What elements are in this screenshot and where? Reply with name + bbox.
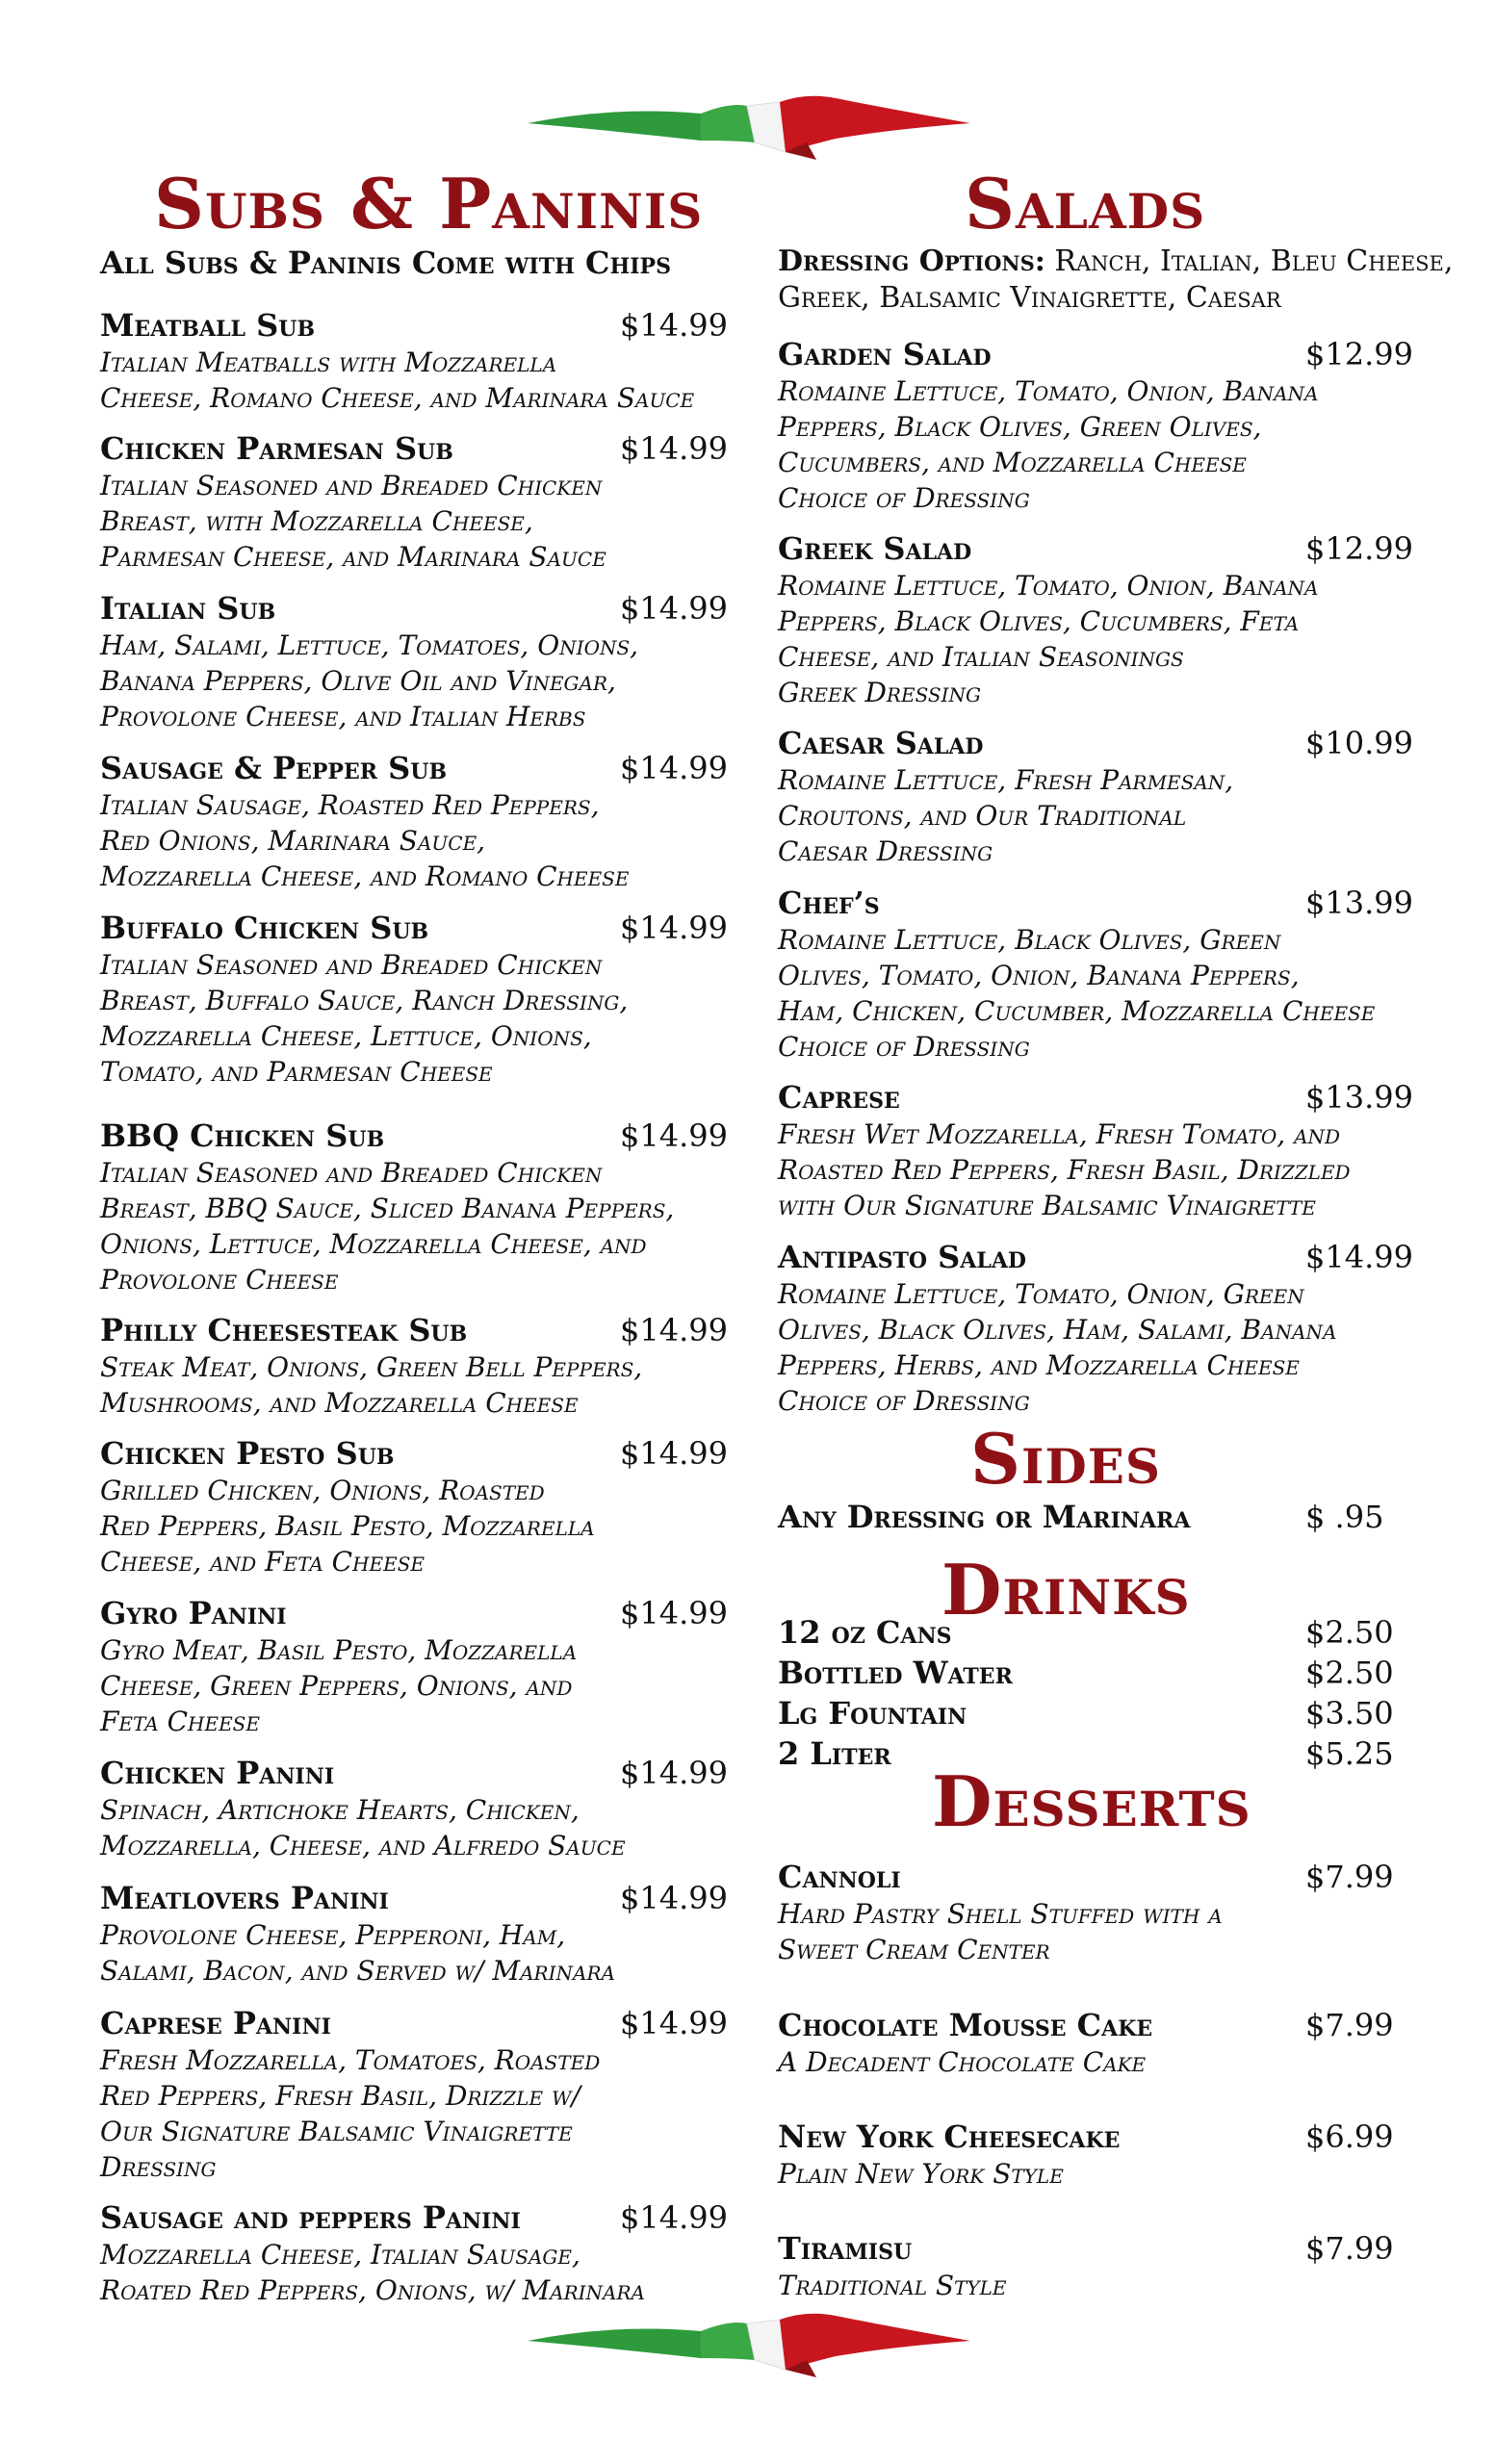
menu-item-name: Meatlovers Panini xyxy=(100,1880,389,1916)
menu-item-name: BBQ Chicken Sub xyxy=(100,1117,385,1154)
description-line: Plain New York Style xyxy=(778,2158,1064,2190)
menu-item-name: Gyro Panini xyxy=(100,1595,287,1631)
menu-item-price: $14.99 xyxy=(1305,1239,1413,1275)
description-line: Dressing xyxy=(100,2151,217,2183)
menu-item-name: Caprese Panini xyxy=(100,2005,331,2041)
menu-item-description xyxy=(100,1349,716,1421)
description-line: Feta Cheese xyxy=(100,1706,260,1737)
menu-item-price: $14.99 xyxy=(620,1880,728,1916)
description-line: Hard Pastry Shell Stuffed with a xyxy=(778,1898,1223,1930)
menu-item xyxy=(778,1694,1413,1732)
description-line: Olives, Tomato, Onion, Banana Peppers, xyxy=(778,960,1300,991)
section-title-salads: Salads xyxy=(965,163,1206,244)
dressing-options-line2: Greek, Balsamic Vinaigrette, Caesar xyxy=(778,281,1281,315)
description-line: Romaine Lettuce, Fresh Parmesan, xyxy=(778,764,1234,796)
description-line: Italian Seasoned and Breaded Chicken xyxy=(100,470,603,501)
menu-item-description xyxy=(778,1896,1413,1967)
menu-item-price: $14.99 xyxy=(620,750,728,786)
menu-item-price: $6.99 xyxy=(1305,2118,1394,2155)
menu-item-price: $14.99 xyxy=(620,1755,728,1791)
description-line: Cucumbers, and Mozzarella Cheese xyxy=(778,447,1247,478)
menu-item-price: $13.99 xyxy=(1305,885,1413,921)
menu-item-name: Meatball Sub xyxy=(100,307,316,344)
menu-item-name: Greek Salad xyxy=(778,530,972,567)
description-line: Mozzarella, Cheese, and Alfredo Sauce xyxy=(100,1830,626,1861)
menu-item-description xyxy=(778,922,1413,1065)
menu-item xyxy=(100,1116,728,1297)
description-line: Peppers, Herbs, and Mozzarella Cheese xyxy=(778,1349,1300,1381)
description-line: Cheese, Romano Cheese, and Marinara Sauce xyxy=(100,382,695,414)
description-line: Ham, Chicken, Cucumber, Mozzarella Cheese xyxy=(778,995,1376,1027)
menu-item-name: Chef’s xyxy=(778,885,880,921)
description-line: Choice of Dressing xyxy=(778,1031,1030,1063)
section-title-drinks: Drinks xyxy=(941,1549,1191,1630)
menu-item-description xyxy=(100,1917,716,1989)
menu-item xyxy=(778,2118,1413,2192)
description-line: Mozzarella Cheese, Lettuce, Onions, xyxy=(100,1020,592,1052)
description-line: Tomato, and Parmesan Cheese xyxy=(100,1056,493,1088)
description-line: Breast, BBQ Sauce, Sliced Banana Peppers, xyxy=(100,1193,675,1224)
description-line: Provolone Cheese, Pepperoni, Ham, xyxy=(100,1919,566,1951)
menu-item xyxy=(100,2004,728,2185)
menu-item xyxy=(100,1879,728,1989)
description-line: Cheese, Green Peppers, Onions, and xyxy=(100,1670,573,1702)
description-line: Provolone Cheese, and Italian Herbs xyxy=(100,701,586,732)
menu-item-price: $14.99 xyxy=(620,1435,728,1472)
menu-item-price: $14.99 xyxy=(620,2199,728,2236)
dressing-options-label: Dressing Options: xyxy=(778,244,1045,278)
description-line: Breast, Buffalo Sauce, Ranch Dressing, xyxy=(100,985,629,1016)
menu-item-name: Caesar Salad xyxy=(778,725,984,761)
menu-item-price: $14.99 xyxy=(620,590,728,627)
menu-item-price: $2.50 xyxy=(1305,1655,1394,1691)
description-line: Grilled Chicken, Onions, Roasted xyxy=(100,1475,545,1506)
menu-item xyxy=(778,335,1413,516)
menu-item xyxy=(100,1594,728,1739)
menu-item-description xyxy=(100,1473,716,1579)
description-line: Roasted Red Peppers, Fresh Basil, Drizzled xyxy=(778,1154,1351,1186)
menu-item-price: $5.25 xyxy=(1305,1735,1394,1772)
menu-item xyxy=(778,1613,1413,1652)
description-line: Mozzarella Cheese, Italian Sausage, xyxy=(100,2239,580,2271)
menu-item xyxy=(778,1654,1413,1692)
menu-item xyxy=(100,429,728,575)
description-line: Italian Sausage, Roasted Red Peppers, xyxy=(100,789,600,821)
menu-item-name: 2 Liter xyxy=(778,1735,891,1772)
menu-item-description xyxy=(100,2042,716,2185)
menu-item-price: $13.99 xyxy=(1305,1079,1413,1116)
menu-item-price: $14.99 xyxy=(620,1312,728,1348)
menu-item-description xyxy=(778,1116,1413,1223)
description-line: Mushrooms, and Mozzarella Cheese xyxy=(100,1387,579,1419)
menu-item-name: Sausage & Pepper Sub xyxy=(100,750,448,786)
description-line: Romaine Lettuce, Tomato, Onion, Green xyxy=(778,1278,1304,1310)
description-line: Gyro Meat, Basil Pesto, Mozzarella xyxy=(100,1634,578,1666)
menu-item xyxy=(100,749,728,894)
description-line: Roated Red Peppers, Onions, w/ Marinara xyxy=(100,2274,645,2306)
description-line: Choice of Dressing xyxy=(778,482,1030,514)
menu-item-price: $14.99 xyxy=(620,307,728,344)
menu-item xyxy=(778,2006,1413,2080)
menu-item-name: Chocolate Mousse Cake xyxy=(778,2007,1153,2043)
menu-item xyxy=(778,884,1413,1065)
menu-item-price: $14.99 xyxy=(620,2005,728,2041)
description-line: Breast, with Mozzarella Cheese, xyxy=(100,505,533,537)
menu-item xyxy=(100,589,728,734)
description-line: Red Peppers, Fresh Basil, Drizzle w/ xyxy=(100,2080,580,2112)
subs-subtitle: All Subs & Paninis Come with Chips xyxy=(100,244,671,281)
dressing-options-line1: Ranch, Italian, Bleu Cheese, xyxy=(1045,244,1454,278)
menu-item-price: $14.99 xyxy=(620,910,728,946)
menu-item-description xyxy=(100,1632,716,1739)
menu-item-name: Italian Sub xyxy=(100,590,276,627)
menu-item-price: $7.99 xyxy=(1305,1859,1394,1895)
description-line: Our Signature Balsamic Vinaigrette xyxy=(100,2116,573,2147)
description-line: Onions, Lettuce, Mozzarella Cheese, and xyxy=(100,1228,647,1260)
description-line: Sweet Cream Center xyxy=(778,1934,1050,1965)
description-line: Italian Meatballs with Mozzarella xyxy=(100,346,557,378)
menu-item-price: $14.99 xyxy=(620,430,728,467)
menu-item-price: $10.99 xyxy=(1305,725,1413,761)
menu-item-price: $3.50 xyxy=(1305,1695,1394,1732)
menu-item-name: Bottled Water xyxy=(778,1655,1013,1691)
menu-item xyxy=(100,1311,728,1421)
description-line: Greek Dressing xyxy=(778,677,982,708)
menu-item xyxy=(100,1434,728,1579)
description-line: Italian Seasoned and Breaded Chicken xyxy=(100,949,603,981)
menu-item-price: $7.99 xyxy=(1305,2230,1394,2267)
menu-item-description xyxy=(100,947,716,1090)
description-line: Red Onions, Marinara Sauce, xyxy=(100,825,486,857)
description-line: Cheese, and Italian Seasonings xyxy=(778,641,1184,673)
menu-item-name: Buffalo Chicken Sub xyxy=(100,910,429,946)
menu-item-name: Cannoli xyxy=(778,1859,901,1895)
description-line: Caesar Dressing xyxy=(778,835,993,867)
description-line: Mozzarella Cheese, and Romano Cheese xyxy=(100,860,630,892)
menu-item-description xyxy=(778,762,1413,869)
description-line: Steak Meat, Onions, Green Bell Peppers, xyxy=(100,1351,643,1383)
menu-item xyxy=(778,1498,1413,1536)
description-line: Italian Seasoned and Breaded Chicken xyxy=(100,1157,603,1189)
menu-item-description xyxy=(778,1276,1413,1419)
menu-item-price: $7.99 xyxy=(1305,2007,1394,2043)
description-line: Salami, Bacon, and Served w/ Marinara xyxy=(100,1955,615,1987)
menu-item xyxy=(100,909,728,1090)
italian-flag-ribbon-top xyxy=(528,85,970,171)
menu-item-description xyxy=(100,1792,716,1863)
menu-item-description xyxy=(778,2044,1413,2080)
menu-item-name: Chicken Parmesan Sub xyxy=(100,430,453,467)
menu-item-name: Philly Cheesesteak Sub xyxy=(100,1312,468,1348)
description-line: Fresh Wet Mozzarella, Fresh Tomato, and xyxy=(778,1118,1341,1150)
menu-item xyxy=(778,1078,1413,1223)
description-line: Provolone Cheese xyxy=(100,1264,339,1296)
description-line: Romaine Lettuce, Tomato, Onion, Banana xyxy=(778,375,1319,407)
section-title-desserts: Desserts xyxy=(932,1760,1251,1842)
italian-flag-ribbon-bottom xyxy=(528,2302,970,2389)
description-line: Croutons, and Our Traditional xyxy=(778,800,1187,832)
section-title-sides: Sides xyxy=(970,1418,1161,1500)
description-line: Romaine Lettuce, Black Olives, Green xyxy=(778,924,1281,956)
menu-item xyxy=(778,1238,1413,1419)
menu-item-description xyxy=(778,568,1413,710)
description-line: Red Peppers, Basil Pesto, Mozzarella xyxy=(100,1510,595,1542)
menu-item-name: 12 oz Cans xyxy=(778,1614,952,1651)
menu-item-description xyxy=(100,1155,716,1297)
menu-item-name: Caprese xyxy=(778,1079,900,1116)
menu-item-name: Chicken Pesto Sub xyxy=(100,1435,395,1472)
menu-item xyxy=(778,724,1413,869)
description-line: Fresh Mozzarella, Tomatoes, Roasted xyxy=(100,2044,601,2076)
menu-item-name: Garden Salad xyxy=(778,336,992,372)
description-line: Olives, Black Olives, Ham, Salami, Banana xyxy=(778,1314,1337,1346)
description-line: Romaine Lettuce, Tomato, Onion, Banana xyxy=(778,570,1319,602)
menu-item xyxy=(778,2229,1413,2303)
menu-item-price: $14.99 xyxy=(620,1117,728,1154)
menu-item-price: $2.50 xyxy=(1305,1614,1394,1651)
description-line: Ham, Salami, Lettuce, Tomatoes, Onions, xyxy=(100,629,639,661)
menu-item-name: Any Dressing or Marinara xyxy=(778,1499,1191,1535)
menu-item-name: Sausage and peppers Panini xyxy=(100,2199,521,2236)
description-line: Choice of Dressing xyxy=(778,1385,1030,1417)
menu-item-price: $12.99 xyxy=(1305,530,1413,567)
menu-item-description xyxy=(100,345,716,416)
description-line: A Decadent Chocolate Cake xyxy=(778,2046,1147,2078)
description-line: Cheese, and Feta Cheese xyxy=(100,1546,426,1578)
menu-item xyxy=(100,1754,728,1863)
menu-item-price: $ .95 xyxy=(1305,1499,1384,1535)
menu-item-description xyxy=(100,787,716,894)
menu-item-description xyxy=(778,2156,1413,2192)
menu-item xyxy=(100,306,728,416)
menu-item-name: Antipasto Salad xyxy=(778,1239,1026,1275)
description-line: Peppers, Black Olives, Green Olives, xyxy=(778,411,1262,443)
menu-item-description xyxy=(100,628,716,734)
description-line: Banana Peppers, Olive Oil and Vinegar, xyxy=(100,665,616,697)
menu-item xyxy=(100,2198,728,2308)
description-line: with Our Signature Balsamic Vinaigrette xyxy=(778,1190,1316,1221)
menu-item-description xyxy=(778,373,1413,516)
menu-item-description xyxy=(778,2268,1413,2303)
menu-item-price: $14.99 xyxy=(620,1595,728,1631)
menu-item-name: Lg Fountain xyxy=(778,1695,967,1732)
menu-item xyxy=(778,1858,1413,1967)
menu-item-name: Tiramisu xyxy=(778,2230,913,2267)
menu-item-name: New York Cheesecake xyxy=(778,2118,1121,2155)
description-line: Parmesan Cheese, and Marinara Sauce xyxy=(100,541,606,573)
menu-item-name: Chicken Panini xyxy=(100,1755,335,1791)
menu-item-description xyxy=(100,2237,716,2308)
description-line: Traditional Style xyxy=(778,2270,1007,2301)
menu-item xyxy=(778,529,1413,710)
menu-item-description xyxy=(100,468,716,575)
description-line: Spinach, Artichoke Hearts, Chicken, xyxy=(100,1794,580,1826)
dressing-options xyxy=(778,244,1453,279)
menu-item-price: $12.99 xyxy=(1305,336,1413,372)
description-line: Peppers, Black Olives, Cucumbers, Feta xyxy=(778,605,1300,637)
section-title-subs-paninis: Subs & Paninis xyxy=(154,163,704,244)
